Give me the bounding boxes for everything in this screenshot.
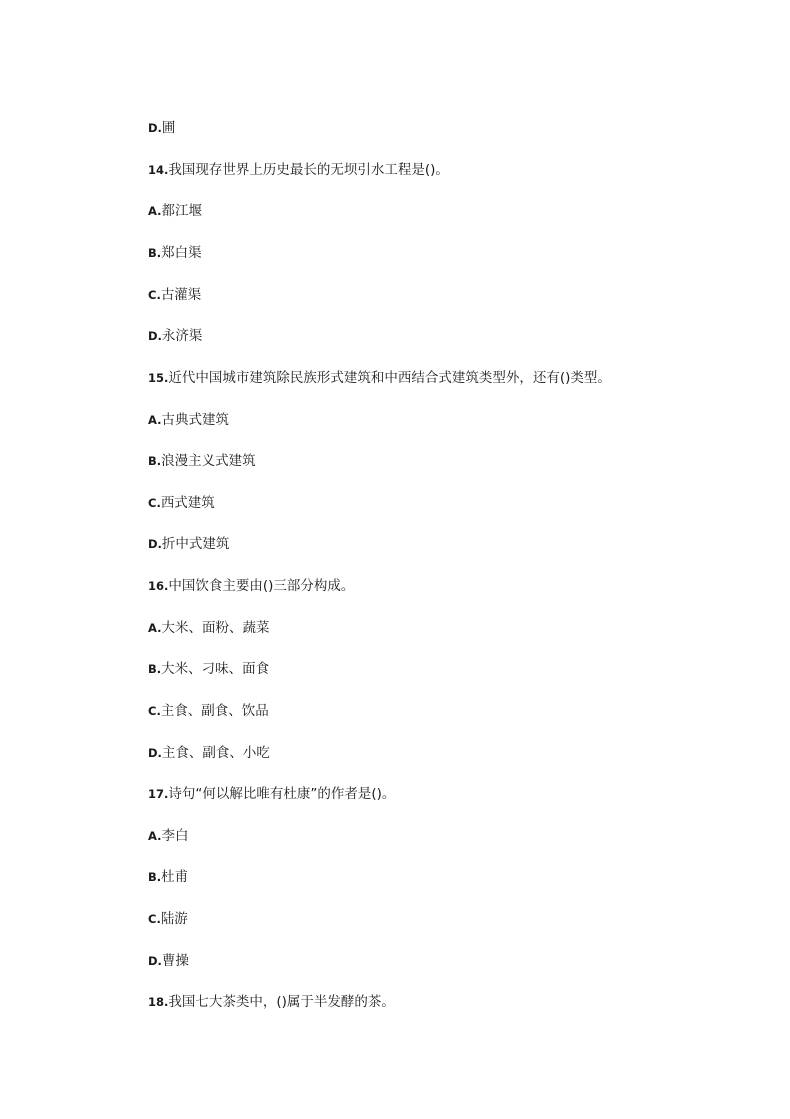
question-number: 18. bbox=[148, 995, 169, 1009]
question-18 bbox=[148, 993, 395, 1011]
question-number: 15. bbox=[148, 371, 169, 385]
option-text: 杜甫 bbox=[161, 869, 189, 885]
option-c-q14 bbox=[148, 286, 201, 304]
option-text: 圃 bbox=[161, 120, 176, 136]
option-letter: B. bbox=[148, 246, 162, 260]
option-letter: D. bbox=[148, 537, 162, 551]
option-d-q17 bbox=[148, 952, 189, 970]
question-text: 我国现存世界上历史最长的无坝引水工程是()。 bbox=[168, 162, 449, 178]
option-b-q17 bbox=[148, 868, 188, 886]
option-letter: D. bbox=[148, 746, 162, 760]
option-text: 李白 bbox=[161, 828, 189, 844]
option-b-q15 bbox=[148, 452, 256, 470]
option-d-q16 bbox=[148, 744, 270, 762]
question-number: 14. bbox=[148, 163, 169, 177]
option-b-q14 bbox=[148, 244, 202, 262]
option-text: 主食、副食、小吃 bbox=[161, 745, 270, 761]
option-d-q13 bbox=[148, 119, 175, 137]
option-text: 大米、刁味、面食 bbox=[161, 661, 270, 677]
question-text: 近代中国城市建筑除民族形式建筑和中西结合式建筑类型外，还有()类型。 bbox=[168, 370, 611, 386]
option-text: 陆游 bbox=[160, 911, 188, 927]
question-number: 16. bbox=[148, 579, 169, 593]
option-d-q14 bbox=[148, 327, 202, 345]
option-d-q15 bbox=[148, 535, 229, 553]
option-text: 浪漫主义式建筑 bbox=[161, 453, 256, 469]
option-text: 大米、面粉、蔬菜 bbox=[161, 620, 270, 636]
option-letter: D. bbox=[148, 954, 162, 968]
option-text: 西式建筑 bbox=[160, 495, 215, 511]
option-text: 曹操 bbox=[161, 953, 189, 969]
option-text: 折中式建筑 bbox=[161, 536, 230, 552]
option-letter: C. bbox=[148, 704, 161, 718]
option-a-q17 bbox=[148, 827, 188, 845]
option-letter: A. bbox=[148, 829, 162, 843]
option-c-q15 bbox=[148, 494, 215, 512]
option-letter: B. bbox=[148, 662, 162, 676]
question-17 bbox=[148, 785, 395, 803]
option-a-q16 bbox=[148, 619, 269, 637]
option-text: 永济渠 bbox=[161, 328, 203, 344]
option-letter: A. bbox=[148, 621, 162, 635]
option-letter: A. bbox=[148, 204, 162, 218]
question-number: 17. bbox=[148, 787, 169, 801]
option-letter: D. bbox=[148, 121, 162, 135]
option-letter: B. bbox=[148, 454, 162, 468]
question-text: 我国七大茶类中，()属于半发酵的茶。 bbox=[168, 994, 395, 1010]
question-text: 诗句“何以解比唯有杜康”的作者是()。 bbox=[168, 786, 396, 802]
option-text: 古典式建筑 bbox=[161, 412, 229, 428]
option-text: 都江堰 bbox=[161, 203, 202, 219]
option-c-q17 bbox=[148, 910, 188, 928]
option-text: 主食、副食、饮品 bbox=[160, 703, 269, 719]
option-letter: C. bbox=[148, 496, 161, 510]
question-text: 中国饮食主要由()三部分构成。 bbox=[168, 578, 355, 594]
option-b-q16 bbox=[148, 660, 269, 678]
question-16 bbox=[148, 577, 354, 595]
option-letter: C. bbox=[148, 288, 161, 302]
option-letter: C. bbox=[148, 912, 161, 926]
option-text: 古灌渠 bbox=[160, 287, 202, 303]
option-letter: A. bbox=[148, 413, 162, 427]
option-a-q14 bbox=[148, 202, 202, 220]
option-text: 郑白渠 bbox=[161, 245, 202, 261]
question-15 bbox=[148, 369, 611, 387]
option-a-q15 bbox=[148, 411, 229, 429]
option-letter: B. bbox=[148, 870, 162, 884]
option-c-q16 bbox=[148, 702, 269, 720]
question-14 bbox=[148, 161, 449, 179]
option-letter: D. bbox=[148, 329, 162, 343]
